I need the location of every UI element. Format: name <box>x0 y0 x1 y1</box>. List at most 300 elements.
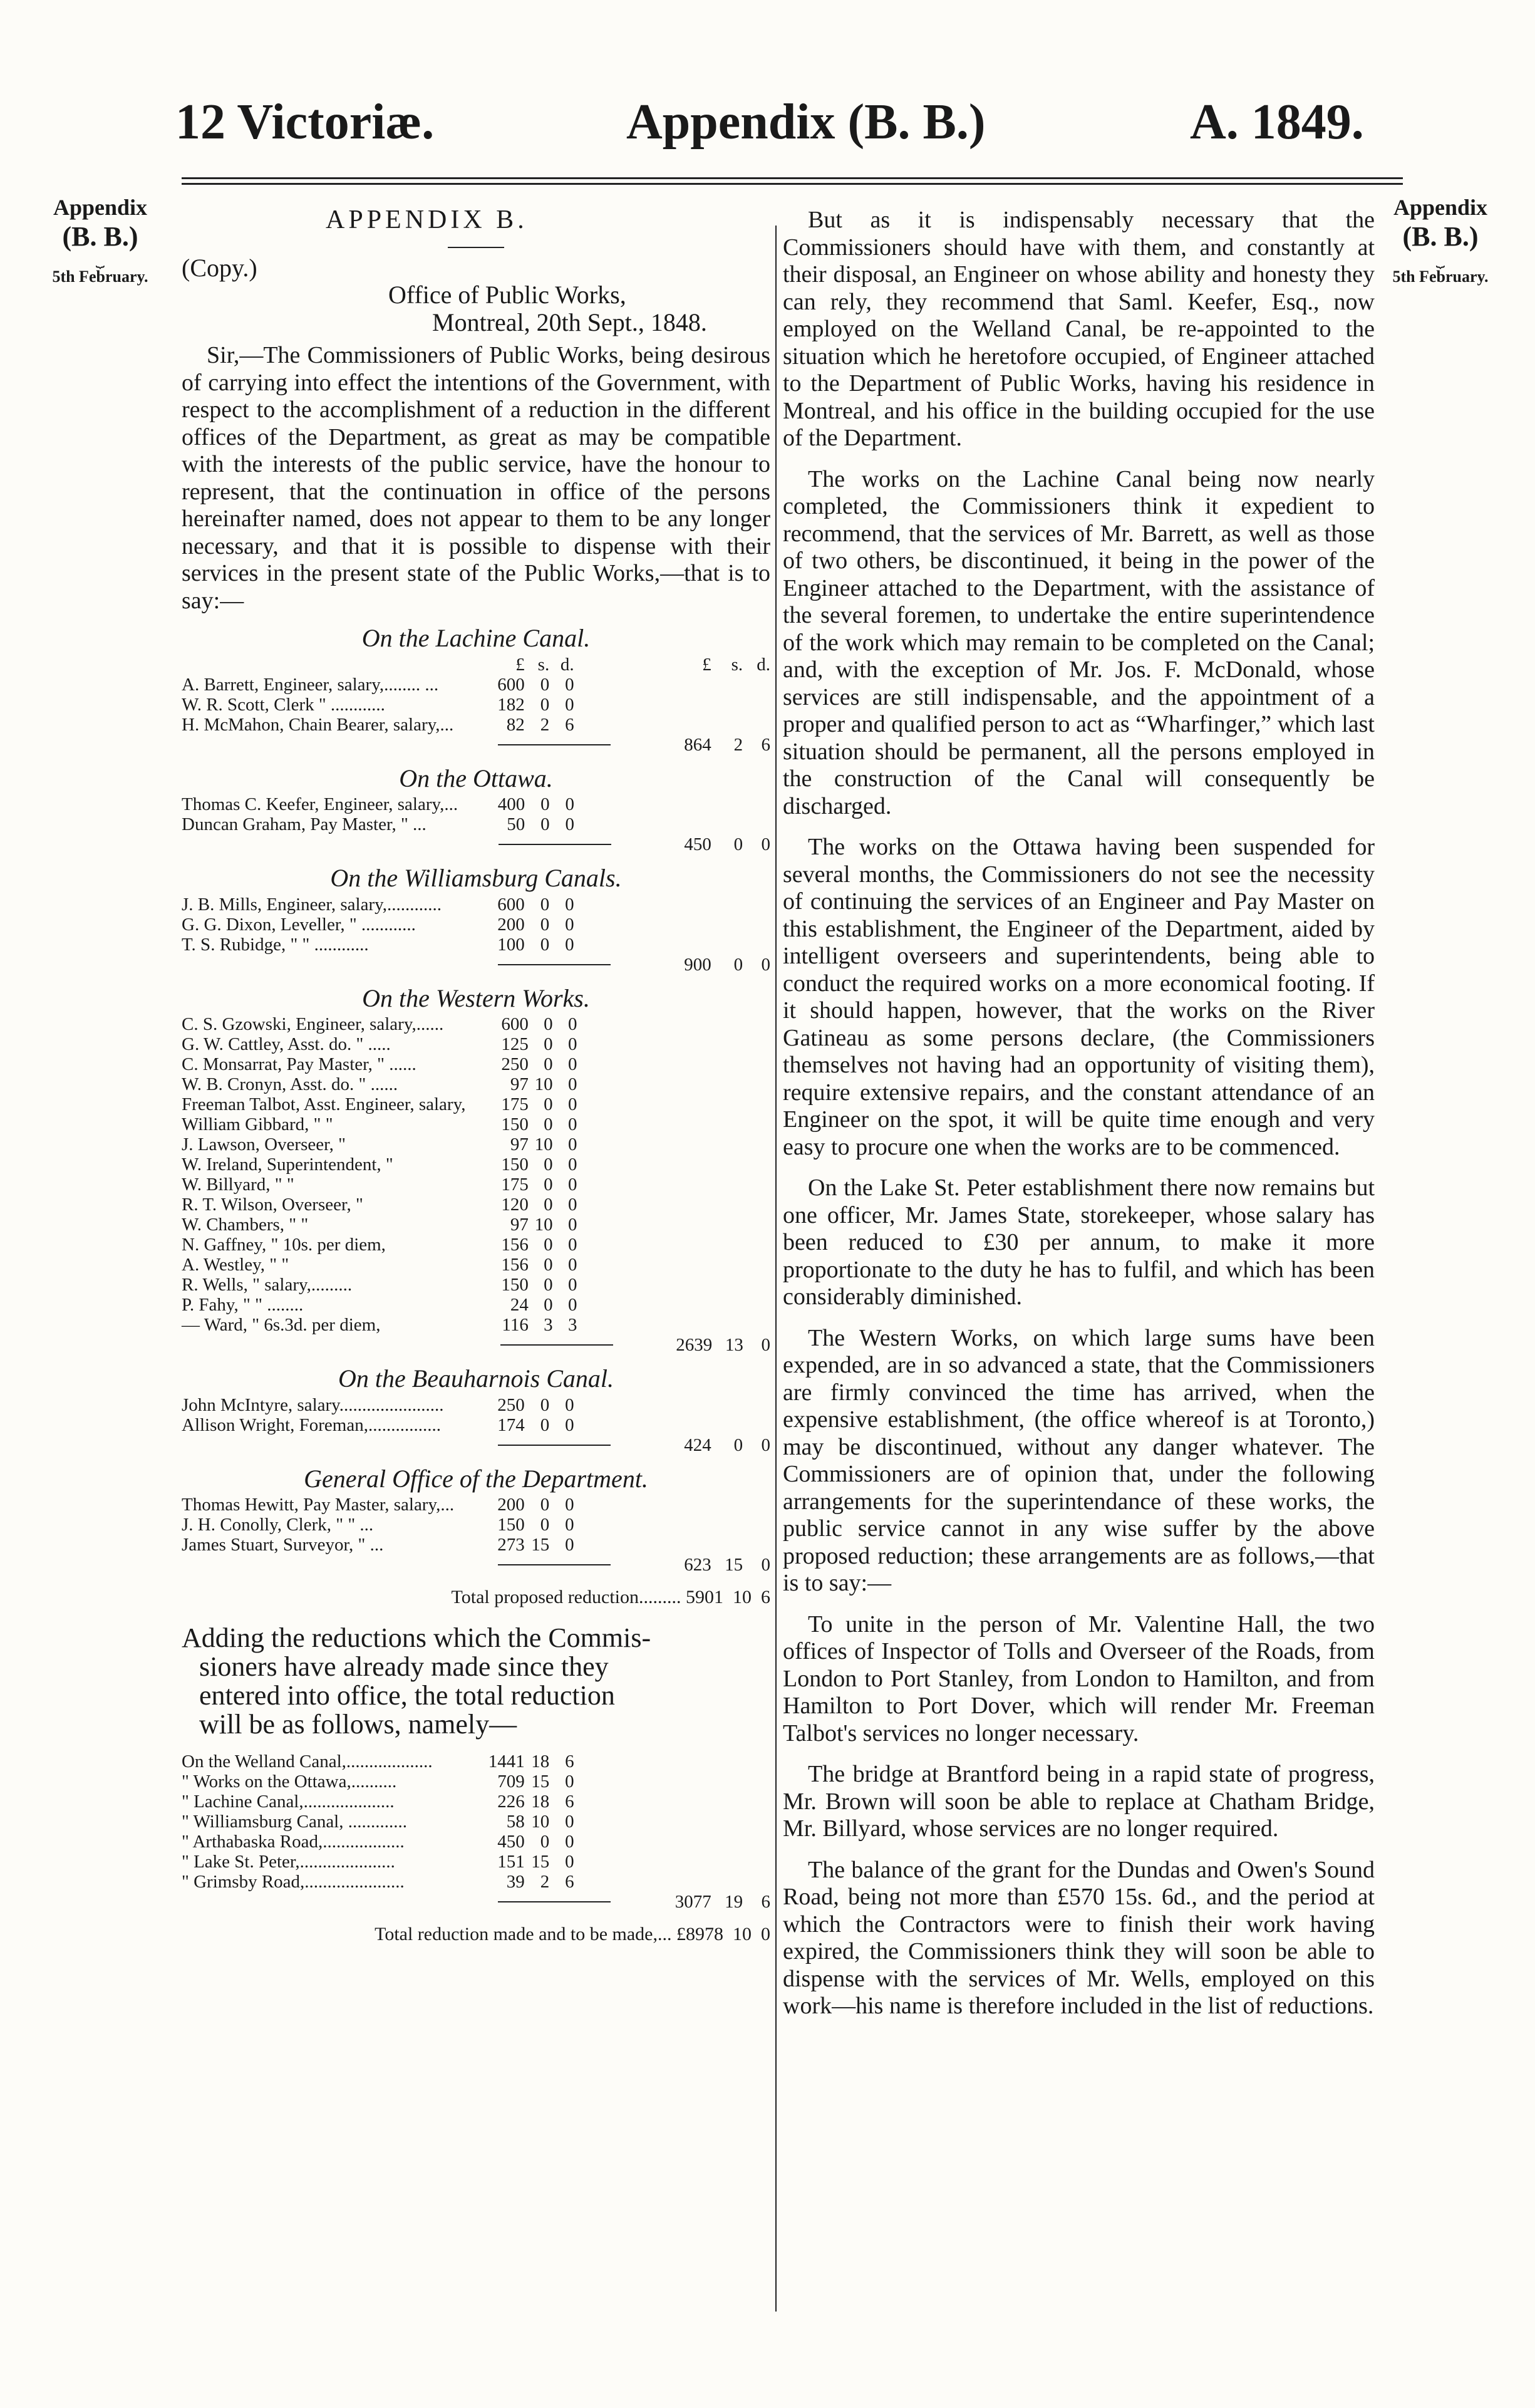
subtotal-shillings: 0 <box>733 1435 743 1455</box>
spacer-cell <box>636 1792 711 1812</box>
row-pounds: 175 <box>501 1175 529 1195</box>
subtotal-pounds: 900 <box>684 954 711 975</box>
row-name: G. W. Cattley, Asst. do. " ..... <box>182 1034 391 1054</box>
spacer-cell <box>712 1155 743 1175</box>
spacer-cell <box>638 1074 713 1094</box>
row-name: W. R. Scott, Clerk " ............ <box>182 694 385 715</box>
spacer-cell <box>574 1772 636 1792</box>
row-shillings: 10 <box>534 1134 553 1155</box>
row-pounds: 273 <box>497 1535 525 1555</box>
subtotal-pence: 0 <box>761 1555 770 1575</box>
spacer-cell <box>743 1255 770 1275</box>
row-shillings: 0 <box>540 1495 550 1515</box>
table-row <box>182 1515 770 1535</box>
column-divider <box>775 226 777 2312</box>
spacer-cell <box>638 1175 713 1195</box>
spacer-cell <box>574 1395 636 1415</box>
table-row <box>182 1535 770 1555</box>
row-pounds: 150 <box>501 1275 529 1295</box>
row-pence: 6 <box>565 714 574 735</box>
row-shillings: 18 <box>531 1791 550 1812</box>
row-pounds: 82 <box>506 714 525 735</box>
row-shillings: 0 <box>544 1114 553 1134</box>
row-pence: 0 <box>565 1771 574 1792</box>
row-pence: 0 <box>567 1275 577 1295</box>
spacer-cell <box>638 1114 713 1134</box>
spacer-cell <box>743 1074 770 1094</box>
spacer-cell <box>574 1872 636 1892</box>
row-pence: 0 <box>567 1014 577 1034</box>
row-shillings: 0 <box>540 1414 550 1435</box>
margin-bb: (B. B.) <box>62 221 138 252</box>
table-row <box>182 1155 770 1175</box>
table-row <box>182 1255 770 1275</box>
row-pence: 0 <box>567 1094 577 1114</box>
spacer-cell <box>743 1295 770 1315</box>
spacer-cell <box>743 1275 770 1295</box>
row-pence: 0 <box>565 1535 574 1555</box>
row-shillings: 10 <box>534 1215 553 1235</box>
spacer-cell <box>636 675 711 695</box>
subtotal-shillings: 15 <box>725 1555 743 1575</box>
subtotal-rule-cell <box>182 955 636 975</box>
spacer-cell <box>636 935 711 955</box>
spacer-cell <box>743 1792 770 1812</box>
paragraph: The Western Works, on which large sums have been expended, are in so advanced a state, that the Commissioners are firmly convinced the time has arrived, when the expensive establishment, (the office whereof is at Toronto,) may be discontinued, without any danger whatever. The Commissioners are of opinion that, under the following arrangements for the superintendance of these works, the public service cannot in any wise suffer by the above proposed reduction; these arrangements are as follows,—that is to say:— <box>783 1324 1375 1596</box>
section-table <box>182 794 770 854</box>
spacer-cell <box>711 935 743 955</box>
row-pounds: 125 <box>501 1034 529 1054</box>
spacer-cell <box>636 715 711 735</box>
table-row <box>182 1395 770 1415</box>
previous-reductions-table <box>182 1752 770 1912</box>
table-row <box>182 814 770 834</box>
section-title: On the Williamsburg Canals. <box>330 864 622 892</box>
row-shillings: 10 <box>534 1074 553 1094</box>
subtotal-pounds: 424 <box>684 1435 711 1455</box>
spacer-cell <box>743 1772 770 1792</box>
spacer-cell <box>743 1014 770 1034</box>
row-pounds: 226 <box>497 1791 525 1812</box>
subtotal-pounds: 3077 <box>674 1891 711 1912</box>
row-shillings: 2 <box>540 714 550 735</box>
section-title: General Office of the Department. <box>304 1464 648 1493</box>
subtotal-rule <box>498 1564 611 1565</box>
row-pounds: 50 <box>507 814 525 834</box>
row-shillings: 0 <box>540 934 550 955</box>
grand-total-shillings: 10 <box>733 1923 752 1944</box>
paragraph: The works on the Ottawa having been suspended for several months, the Commissioners do not see the necessity of continuing the services of an Engineer and Pay Master on this establishment, the Engineer of the Department, aided by intelligent overseers and superintendents, being able to conduct the required works on a more economical footing. If it should happen, however, that the works on the River Gatineau as some persons declare, (the Commissioners themselves not having had an opportunity of visiting them), require extensive repairs, and the constant attendance of an Engineer on the spot, it will be quite time enough and very easy to procure one when the works are to be commenced. <box>783 834 1375 1160</box>
spacer-cell <box>577 1094 638 1114</box>
spacer-cell <box>743 1315 770 1335</box>
row-name: " Arthabaska Road,.................. <box>182 1831 405 1852</box>
spacer-cell <box>711 1495 743 1515</box>
row-shillings: 0 <box>544 1094 553 1114</box>
spacer-cell <box>743 1134 770 1155</box>
spacer-cell <box>574 715 636 735</box>
table-row <box>182 1315 770 1335</box>
spacer-cell <box>638 1315 713 1335</box>
table-row <box>182 695 770 715</box>
total-proposed-label: Total proposed reduction......... <box>451 1587 681 1607</box>
spacer-cell <box>743 915 770 935</box>
spacer-cell <box>577 1215 638 1235</box>
row-pounds: 1441 <box>488 1751 525 1772</box>
subtotal-rule <box>498 1901 611 1902</box>
table-row <box>182 1094 770 1114</box>
row-name: Allison Wright, Foreman,................ <box>182 1414 441 1435</box>
row-name: " Williamsburg Canal, ............. <box>182 1811 407 1832</box>
column-head: s. <box>537 654 550 675</box>
row-pounds: 24 <box>510 1295 529 1315</box>
table-row <box>182 1275 770 1295</box>
row-name: J. H. Conolly, Clerk, " " ... <box>182 1515 374 1535</box>
right-column <box>783 207 1375 2034</box>
spacer-cell <box>577 1255 638 1275</box>
subtotal-pence: 6 <box>761 734 770 755</box>
spacer-cell <box>743 1495 770 1515</box>
spacer-cell <box>638 1155 713 1175</box>
header-right: A. 1849. <box>1190 95 1364 150</box>
row-name: P. Fahy, " " ........ <box>182 1295 304 1315</box>
spacer-cell <box>743 1215 770 1235</box>
column-head-row <box>182 655 770 675</box>
table-row <box>182 1134 770 1155</box>
subtotal-shillings: 13 <box>725 1335 743 1355</box>
row-pence: 0 <box>567 1034 577 1054</box>
column-head: £ <box>515 654 525 675</box>
spacer-cell <box>577 1134 638 1155</box>
row-name: William Gibbard, " " <box>182 1114 333 1134</box>
row-name: W. Billyard, " " <box>182 1175 294 1195</box>
row-name: " Grimsby Road,...................... <box>182 1871 405 1892</box>
column-head: £ <box>702 654 711 675</box>
row-name: " Works on the Ottawa,.......... <box>182 1771 397 1792</box>
spacer-cell <box>577 1295 638 1315</box>
spacer-cell <box>711 1812 743 1832</box>
spacer-cell <box>743 1515 770 1535</box>
row-pence: 0 <box>567 1074 577 1094</box>
row-pence: 0 <box>565 934 574 955</box>
row-pence: 0 <box>565 1515 574 1535</box>
row-pence: 0 <box>567 1235 577 1255</box>
row-pounds: 174 <box>497 1414 525 1435</box>
row-name: James Stuart, Surveyor, " ... <box>182 1535 384 1555</box>
margin-bb: (B. B.) <box>1402 221 1479 252</box>
spacer-cell <box>712 1175 743 1195</box>
table-row <box>182 1812 770 1832</box>
table-row <box>182 1215 770 1235</box>
table-row <box>182 1034 770 1054</box>
table-row <box>182 1415 770 1435</box>
grand-total <box>182 1921 770 1948</box>
spacer-cell <box>577 1074 638 1094</box>
header-rule-top <box>182 177 1403 179</box>
table-row <box>182 1752 770 1772</box>
row-pence: 0 <box>567 1215 577 1235</box>
spacer-cell <box>743 1852 770 1872</box>
spacer-cell <box>711 1515 743 1535</box>
spacer-cell <box>577 1235 638 1255</box>
row-pence: 0 <box>565 794 575 814</box>
section-title: On the Ottawa. <box>399 764 553 792</box>
spacer-cell <box>182 655 483 675</box>
left-column <box>182 207 770 1954</box>
spacer-cell <box>743 1415 770 1435</box>
row-name: A. Barrett, Engineer, salary,........ ... <box>182 674 439 695</box>
spacer-cell <box>743 1535 770 1555</box>
row-pounds: 151 <box>497 1851 525 1872</box>
spacer-cell <box>711 915 743 935</box>
subtotal-row <box>182 1435 770 1455</box>
row-pence: 6 <box>565 1871 574 1892</box>
subtotal-rule <box>499 844 611 845</box>
margin-date: 5th February. <box>1392 267 1489 286</box>
row-shillings: 18 <box>531 1751 550 1772</box>
row-pounds: 600 <box>497 674 525 695</box>
spacer-cell <box>712 1255 743 1275</box>
row-name: R. T. Wilson, Overseer, " <box>182 1195 363 1215</box>
spacer-cell <box>577 1175 638 1195</box>
row-pence: 0 <box>567 1295 577 1315</box>
subtotal-shillings: 0 <box>733 834 743 854</box>
letter-date: Montreal, 20th Sept., 1848. <box>432 308 707 336</box>
row-pounds: 116 <box>502 1315 529 1335</box>
margin-note-left <box>38 194 163 286</box>
letter-intro: Sir,—The Commissioners of Public Works, being desirous of carrying into effect the intentions of the Government, with respect to the accomplishment of a reduction in the different offices of the Department, as great as may be compatible with the interests of the public service, have the honour to represent, that the continuation in office of the persons hereinafter named, does not appear to them to be any longer necessary, and that it is possible to dispense with their services in the present state of the Public Works,—that is to say:— <box>182 342 770 614</box>
spacer-cell <box>636 1832 711 1852</box>
spacer-cell <box>712 1315 743 1335</box>
row-shillings: 0 <box>540 1831 550 1852</box>
row-name: W. B. Cronyn, Asst. do. " ...... <box>182 1074 398 1094</box>
row-shillings: 0 <box>540 914 550 935</box>
header-center: Appendix (B. B.) <box>626 95 986 150</box>
spacer-cell <box>743 1812 770 1832</box>
margin-appendix: Appendix <box>53 195 148 220</box>
spacer-cell <box>574 1752 636 1772</box>
row-shillings: 0 <box>544 1195 553 1215</box>
subtotal-pence: 0 <box>761 1335 770 1355</box>
row-pounds: 600 <box>497 894 525 915</box>
row-shillings: 0 <box>544 1054 553 1074</box>
subtotal-row <box>182 1892 770 1912</box>
row-pence: 0 <box>565 1811 574 1832</box>
row-pence: 0 <box>565 894 574 915</box>
page-header <box>0 94 1535 169</box>
section-table <box>182 895 770 975</box>
header-left: 12 Victoriæ. <box>175 95 435 150</box>
row-shillings: 0 <box>540 674 550 695</box>
column-head: s. <box>731 654 743 675</box>
row-pounds: 39 <box>506 1871 525 1892</box>
row-shillings: 2 <box>540 1871 550 1892</box>
spacer-cell <box>711 794 743 814</box>
row-name: H. McMahon, Chain Bearer, salary,... <box>182 714 454 735</box>
table-row <box>182 1054 770 1074</box>
row-pounds: 250 <box>497 1394 525 1415</box>
paragraph: The balance of the grant for the Dundas and Owen's Sound Road, being not more than £570 15s. 6d., and the period at which the Contractors were to finish their work having expired, the Commissioners think they will soon be able to dispense with the services of Mr. Wells, employed on this work—his name is therefore included in the list of reductions. <box>783 1856 1375 2019</box>
spacer-cell <box>712 1275 743 1295</box>
spacer-cell <box>577 1014 638 1034</box>
spacer-cell <box>638 1235 713 1255</box>
row-shillings: 0 <box>544 1235 553 1255</box>
spacer-cell <box>712 1295 743 1315</box>
row-name: Duncan Graham, Pay Master, " ... <box>182 814 426 834</box>
spacer-cell <box>574 935 636 955</box>
row-pounds: 100 <box>497 934 525 955</box>
section-title: On the Western Works. <box>362 983 590 1012</box>
paragraph: But as it is indispensably necessary that the Commissioners should have with them, and constantly at their disposal, an Engineer on whose ability and honesty they can rely, they recommend that Saml. Keefer, Esq., now employed on the Welland Canal, be re-appointed to the situation which he heretofore occupied, of Engineer attached to the Department of Public Works, having his residence in Montreal, and his office in the building occupied for the use of the Department. <box>783 207 1375 451</box>
spacer-cell <box>711 1752 743 1772</box>
row-name: — Ward, " 6s.3d. per diem, <box>182 1315 381 1335</box>
margin-note-right <box>1378 194 1503 286</box>
row-pounds: 120 <box>501 1195 529 1215</box>
spacer-cell <box>577 1054 638 1074</box>
subtotal-pence: 0 <box>761 1435 770 1455</box>
row-name: N. Gaffney, " 10s. per diem, <box>182 1235 386 1255</box>
spacer-cell <box>636 1812 711 1832</box>
row-shillings: 15 <box>531 1771 550 1792</box>
table-row <box>182 915 770 935</box>
subtotal-rule-cell <box>182 1892 636 1912</box>
row-shillings: 0 <box>544 1034 553 1054</box>
spacer-cell <box>743 675 770 695</box>
row-pence: 0 <box>567 1114 577 1134</box>
spacer-cell <box>638 1295 713 1315</box>
row-pounds: 250 <box>501 1054 529 1074</box>
subtotal-row <box>182 834 770 854</box>
row-pence: 0 <box>565 694 574 715</box>
grand-total-pence: 0 <box>761 1923 770 1944</box>
spacer-cell <box>743 1114 770 1134</box>
margin-appendix: Appendix <box>1393 195 1488 220</box>
table-row <box>182 1175 770 1195</box>
paragraph: On the Lake St. Peter establishment there now remains but one officer, Mr. James State, storekeeper, whose salary has been reduced to £30 per annum, to make it more proportionate to the duty he has to fulfil, and which has been considerably diminished. <box>783 1175 1375 1310</box>
row-shillings: 0 <box>540 694 550 715</box>
row-shillings: 0 <box>540 894 550 915</box>
spacer-cell <box>743 1034 770 1054</box>
row-pounds: 600 <box>501 1014 529 1034</box>
subtotal-rule-cell <box>182 735 636 755</box>
spacer-cell <box>711 1792 743 1812</box>
spacer-cell <box>712 1215 743 1235</box>
row-pence: 0 <box>567 1155 577 1175</box>
row-pounds: 150 <box>501 1114 529 1134</box>
spacer-cell <box>743 1054 770 1074</box>
column-head: d. <box>560 654 574 675</box>
subtotal-rule <box>498 744 611 745</box>
spacer-cell <box>574 1415 636 1435</box>
table-row <box>182 1014 770 1034</box>
row-pence: 6 <box>565 1751 574 1772</box>
row-shillings: 0 <box>540 814 550 834</box>
row-pounds: 450 <box>497 1831 525 1852</box>
row-name: Thomas C. Keefer, Engineer, salary,... <box>182 794 458 814</box>
spacer-cell <box>574 895 636 915</box>
spacer-cell <box>711 675 743 695</box>
spacer-cell <box>638 1255 713 1275</box>
table-row <box>182 675 770 695</box>
copy-label: (Copy.) <box>182 253 257 282</box>
row-name: C. S. Gzowski, Engineer, salary,...... <box>182 1014 444 1034</box>
row-pence: 0 <box>565 674 574 695</box>
grand-total-pounds: £8978 <box>676 1923 723 1944</box>
spacer-cell <box>636 915 711 935</box>
row-name: J. B. Mills, Engineer, salary,............ <box>182 894 442 915</box>
spacer-cell <box>636 1752 711 1772</box>
row-shillings: 0 <box>544 1275 553 1295</box>
spacer-cell <box>711 1535 743 1555</box>
subtotal-row <box>182 1335 770 1355</box>
spacer-cell <box>577 1315 638 1335</box>
row-pounds: 150 <box>501 1155 529 1175</box>
brace-icon: ⏟ <box>95 252 105 268</box>
spacer-cell <box>743 1235 770 1255</box>
spacer-cell <box>574 1812 636 1832</box>
spacer-cell <box>638 1195 713 1215</box>
spacer-cell <box>711 895 743 915</box>
spacer-cell <box>574 1495 636 1515</box>
subtotal-shillings: 2 <box>733 734 743 755</box>
row-name: C. Monsarrat, Pay Master, " ...... <box>182 1054 416 1074</box>
spacer-cell <box>743 1395 770 1415</box>
spacer-cell <box>743 1832 770 1852</box>
spacer-cell <box>638 1014 713 1034</box>
subtotal-pounds: 864 <box>684 734 711 755</box>
row-pounds: 150 <box>497 1515 525 1535</box>
row-pence: 3 <box>567 1315 577 1335</box>
spacer-cell <box>743 794 770 814</box>
row-shillings: 3 <box>544 1315 553 1335</box>
title-rule <box>448 247 504 248</box>
section-table <box>182 1495 770 1575</box>
spacer-cell <box>577 1275 638 1295</box>
table-row <box>182 1872 770 1892</box>
spacer-cell <box>712 1195 743 1215</box>
row-shillings: 0 <box>540 1515 550 1535</box>
spacer-cell <box>574 675 636 695</box>
spacer-cell <box>711 1852 743 1872</box>
spacer-cell <box>743 1872 770 1892</box>
row-pence: 6 <box>565 1791 574 1812</box>
adding-paragraph <box>182 1624 770 1739</box>
spacer-cell <box>712 1074 743 1094</box>
spacer-cell <box>574 695 636 715</box>
total-proposed <box>182 1584 770 1611</box>
spacer-cell <box>743 1155 770 1175</box>
spacer-cell <box>712 1014 743 1034</box>
row-shillings: 0 <box>544 1295 553 1315</box>
spacer-cell <box>577 1034 638 1054</box>
row-name: J. Lawson, Overseer, " <box>182 1134 346 1155</box>
row-name: T. S. Rubidge, " " ............ <box>182 934 369 955</box>
grand-total-label: Total reduction made and to be made,... <box>375 1923 672 1944</box>
subtotal-rule-cell <box>182 1435 636 1455</box>
spacer-cell <box>574 1832 636 1852</box>
appendix-title: APPENDIX B. <box>326 205 528 234</box>
spacer-cell <box>638 1094 713 1114</box>
spacer-cell <box>636 814 711 834</box>
spacer-cell <box>712 1235 743 1255</box>
spacer-cell <box>636 895 711 915</box>
row-pounds: 200 <box>497 914 525 935</box>
paragraph: The works on the Lachine Canal being now nearly completed, the Commissioners think it expedient to recommend, that the services of Mr. Barrett, as well as those of two others, be discontinued, it being in the power of the Engineer attached to the Department, with the assistance of the several foremen, to undertake the entire superintendence of the work which may remain to be completed on the Canal; and, with the exception of Mr. Jos. F. McDonald, whose services are still indispensable, and the appointment of a proper and qualified person to act as “Wharfinger,” which last situation should be permanent, all the persons employed in the construction of the Canal will consequently be discharged. <box>783 465 1375 819</box>
table-row <box>182 1114 770 1134</box>
subtotal-rule <box>498 1445 611 1446</box>
spacer-cell <box>712 1054 743 1074</box>
subtotal-pounds: 2639 <box>676 1335 713 1355</box>
subtotal-rule <box>498 964 611 965</box>
